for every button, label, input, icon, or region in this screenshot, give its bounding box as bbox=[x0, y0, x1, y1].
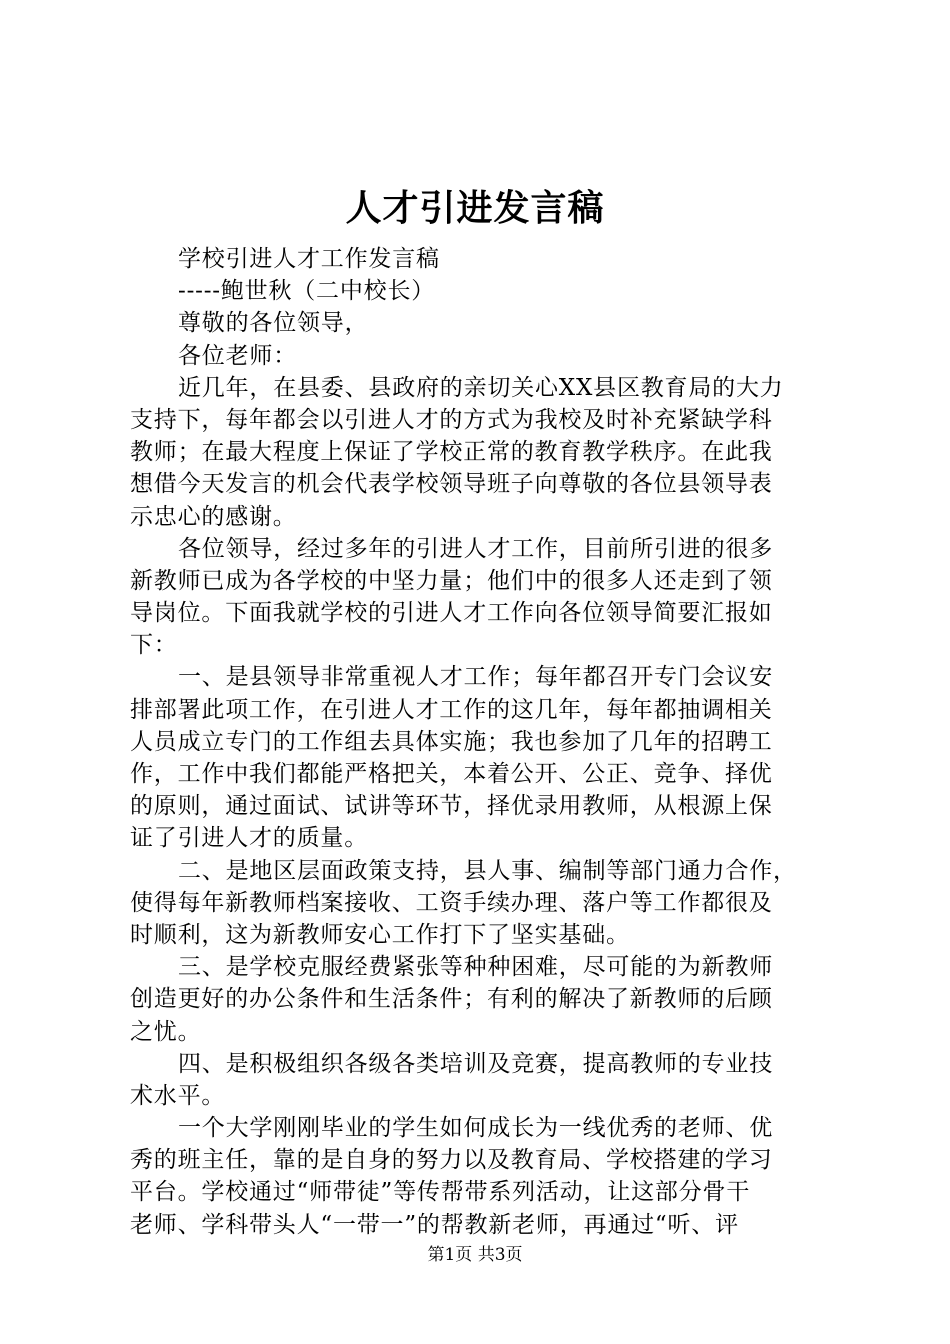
paragraph-line: 创造更好的办公条件和生活条件；有利的解决了新教师的后顾 bbox=[130, 986, 773, 1013]
paragraph-line: 四、是积极组织各级各类培训及竞赛，提高教师的专业技 bbox=[178, 1050, 773, 1077]
paragraph-line: 各位领导，经过多年的引进人才工作，目前所引进的很多 bbox=[178, 535, 773, 562]
paragraph-line: 一、是县领导非常重视人才工作；每年都召开专门会议安 bbox=[178, 664, 773, 691]
paragraph-line: 秀的班主任，靠的是自身的努力以及教育局、学校搭建的学习 bbox=[130, 1147, 773, 1174]
author-line: -----鲍世秋（二中校长） bbox=[178, 278, 436, 305]
paragraph-line: 使得每年新教师档案接收、工资手续办理、落户等工作都很及 bbox=[130, 889, 773, 916]
subtitle-line: 学校引进人才工作发言稿 bbox=[178, 246, 440, 272]
paragraph-line: 想借今天发言的机会代表学校领导班子向尊敬的各位县领导表 bbox=[130, 471, 773, 498]
paragraph-line: 的原则，通过面试、试讲等环节，择优录用教师，从根源上保 bbox=[130, 793, 773, 820]
paragraph-line: 排部署此项工作，在引进人才工作的这几年，每年都抽调相关 bbox=[130, 696, 773, 723]
paragraph-line: 新教师已成为各学校的中坚力量；他们中的很多人还走到了领 bbox=[130, 567, 773, 594]
paragraph-line: 人员成立专门的工作组去具体实施；我也参加了几年的招聘工 bbox=[130, 728, 773, 755]
paragraph-line: 一个大学刚刚毕业的学生如何成长为一线优秀的老师、优 bbox=[178, 1115, 773, 1142]
page-footer: 第1页 共3页 bbox=[427, 1245, 523, 1265]
paragraph-line: 近几年，在县委、县政府的亲切关心XX县区教育局的大力 bbox=[178, 374, 784, 401]
paragraph-line: 术水平。 bbox=[130, 1082, 226, 1109]
paragraph-line: 三、是学校克服经费紧张等种种困难，尽可能的为新教师 bbox=[178, 954, 773, 981]
paragraph-line: 下： bbox=[130, 632, 178, 659]
paragraph-line: 证了引进人才的质量。 bbox=[130, 825, 368, 852]
document-body bbox=[130, 243, 834, 1241]
paragraph-line: 支持下，每年都会以引进人才的方式为我校及时补充紧缺学科 bbox=[130, 406, 773, 433]
paragraph-line: 作，工作中我们都能严格把关，本着公开、公正、竞争、择优 bbox=[130, 761, 773, 787]
paragraph-line: 老师、学科带头人“一带一”的帮教新老师，再通过“听、评 bbox=[130, 1211, 739, 1238]
paragraph-line: 平台。学校通过“师带徒”等传帮带系列活动，让这部分骨干 bbox=[130, 1179, 751, 1206]
paragraph-line: 之忧。 bbox=[130, 1018, 202, 1045]
paragraph-line: 教师；在最大程度上保证了学校正常的教育教学秩序。在此我 bbox=[130, 439, 773, 466]
paragraph-line: 导岗位。下面我就学校的引进人才工作向各位领导简要汇报如 bbox=[130, 600, 773, 627]
paragraph-line: 二、是地区层面政策支持，县人事、编制等部门通力合作， bbox=[178, 857, 797, 884]
salutation-line: 各位老师： bbox=[178, 342, 297, 369]
paragraph-line: 时顺利，这为新教师安心工作打下了坚实基础。 bbox=[130, 921, 630, 948]
document-title: 人才引进发言稿 bbox=[345, 187, 605, 229]
paragraph-line: 示忠心的感谢。 bbox=[130, 503, 297, 530]
salutation-line: 尊敬的各位领导， bbox=[178, 310, 369, 337]
